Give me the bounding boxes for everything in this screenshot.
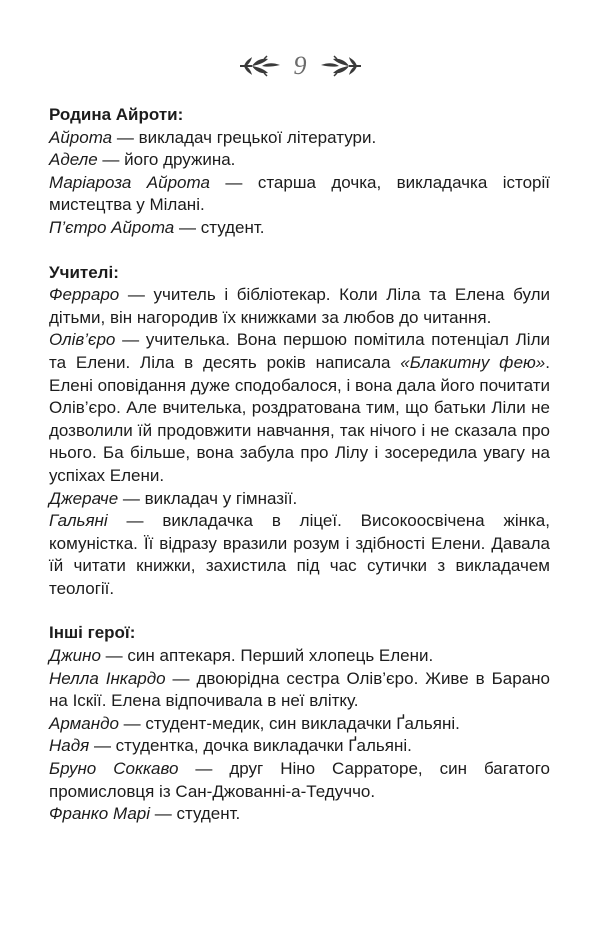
floral-ornament-right-icon (319, 55, 363, 77)
character-description: — двоюрідна сестра Олів’єро. Живе в Барано на Іскії. Елена відпочивала в неї влітку. (49, 668, 550, 711)
character-description: — викладач у гімназії. (118, 488, 298, 508)
character-entry (49, 668, 550, 713)
character-description-cont: . Елені оповідання дуже сподобалося, і вона дала його почитати Олів’єро. Але вчителька, роздратована тим, що батьки Ліли не дозволили їй продовжити навчання, так нічого і не сказала про нього. Ба більше, вона забула про Лілу і зосередила увагу на успіхах Елени. (49, 352, 550, 485)
character-description: — викладач грецької літератури. (112, 127, 377, 147)
character-description: — студент-медик, син викладачки Ґальяні. (118, 713, 460, 733)
character-name: Надя (49, 736, 90, 756)
character-name: Гальяні (49, 511, 108, 531)
section-heading: Родина Айроти: (49, 105, 184, 124)
character-entry (49, 488, 550, 511)
character-name: Бруно Соккаво (49, 759, 179, 779)
character-entry (49, 284, 550, 329)
story-title: «Блакитну фею» (400, 352, 546, 372)
character-description: — син аптекаря. Перший хлопець Елени. (100, 646, 434, 666)
character-description: — студент. (150, 804, 241, 824)
character-description: — друг Ніно Сарраторе, син багатого промисловця із Сан-Джованні-а-Тедуччо. (49, 759, 550, 801)
character-description: — студентка, дочка викладачки Ґальяні. (89, 736, 412, 756)
character-name: Франко Марі (49, 804, 151, 824)
character-name: Аделе (49, 150, 98, 170)
page-content (49, 104, 550, 848)
character-entry (49, 758, 550, 803)
page-number: 9 (293, 51, 307, 80)
character-name: Джераче (49, 488, 119, 508)
character-description: — учитель і бібліотекар. Коли Ліла та Елена були дітьми, він нагородив їх книжками за любов до читання. (49, 285, 550, 327)
section-heading: Учителі: (49, 262, 119, 282)
character-entry (49, 149, 550, 172)
character-entry (49, 172, 550, 217)
floral-ornament-left-icon (238, 55, 282, 77)
character-description: — учителька. Вона першою помітила потенціал Ліли та Елени. Ліла в десять років написала (49, 330, 550, 372)
character-name: Маріароза Айрота (49, 172, 210, 192)
character-description: — викладачка в ліцеї. Високоосвічена жінка, комуністка. Її відразу вразили розум і здібності Елени. Давала їй читати книжки, захистила під час сутички з викладачем теології. (49, 511, 550, 598)
section-airota-family (49, 104, 550, 240)
character-name: Ферраро (49, 285, 120, 305)
page-header (0, 46, 600, 86)
character-description: — його дружина. (97, 150, 236, 170)
character-name: Армандо (49, 713, 119, 733)
character-entry (49, 713, 550, 736)
character-description: — старша дочка, викладачка історії мистецтва у Мілані. (49, 172, 551, 215)
character-entry (49, 217, 550, 240)
character-entry (49, 329, 550, 487)
character-entry (49, 510, 550, 600)
character-name: Джино (49, 646, 101, 666)
character-name: П’єтро Айрота (49, 217, 175, 237)
character-entry (49, 735, 550, 758)
character-entry (49, 645, 550, 668)
character-entry (49, 127, 550, 150)
character-name: Олів’єро (49, 330, 116, 350)
section-teachers (49, 262, 550, 601)
character-description: — студент. (174, 217, 265, 237)
character-name: Айрота (49, 127, 113, 147)
character-entry (49, 803, 550, 826)
section-other-characters (49, 622, 550, 825)
section-heading: Інші герої: (49, 623, 136, 643)
character-name: Нелла Інкардо (49, 668, 166, 688)
